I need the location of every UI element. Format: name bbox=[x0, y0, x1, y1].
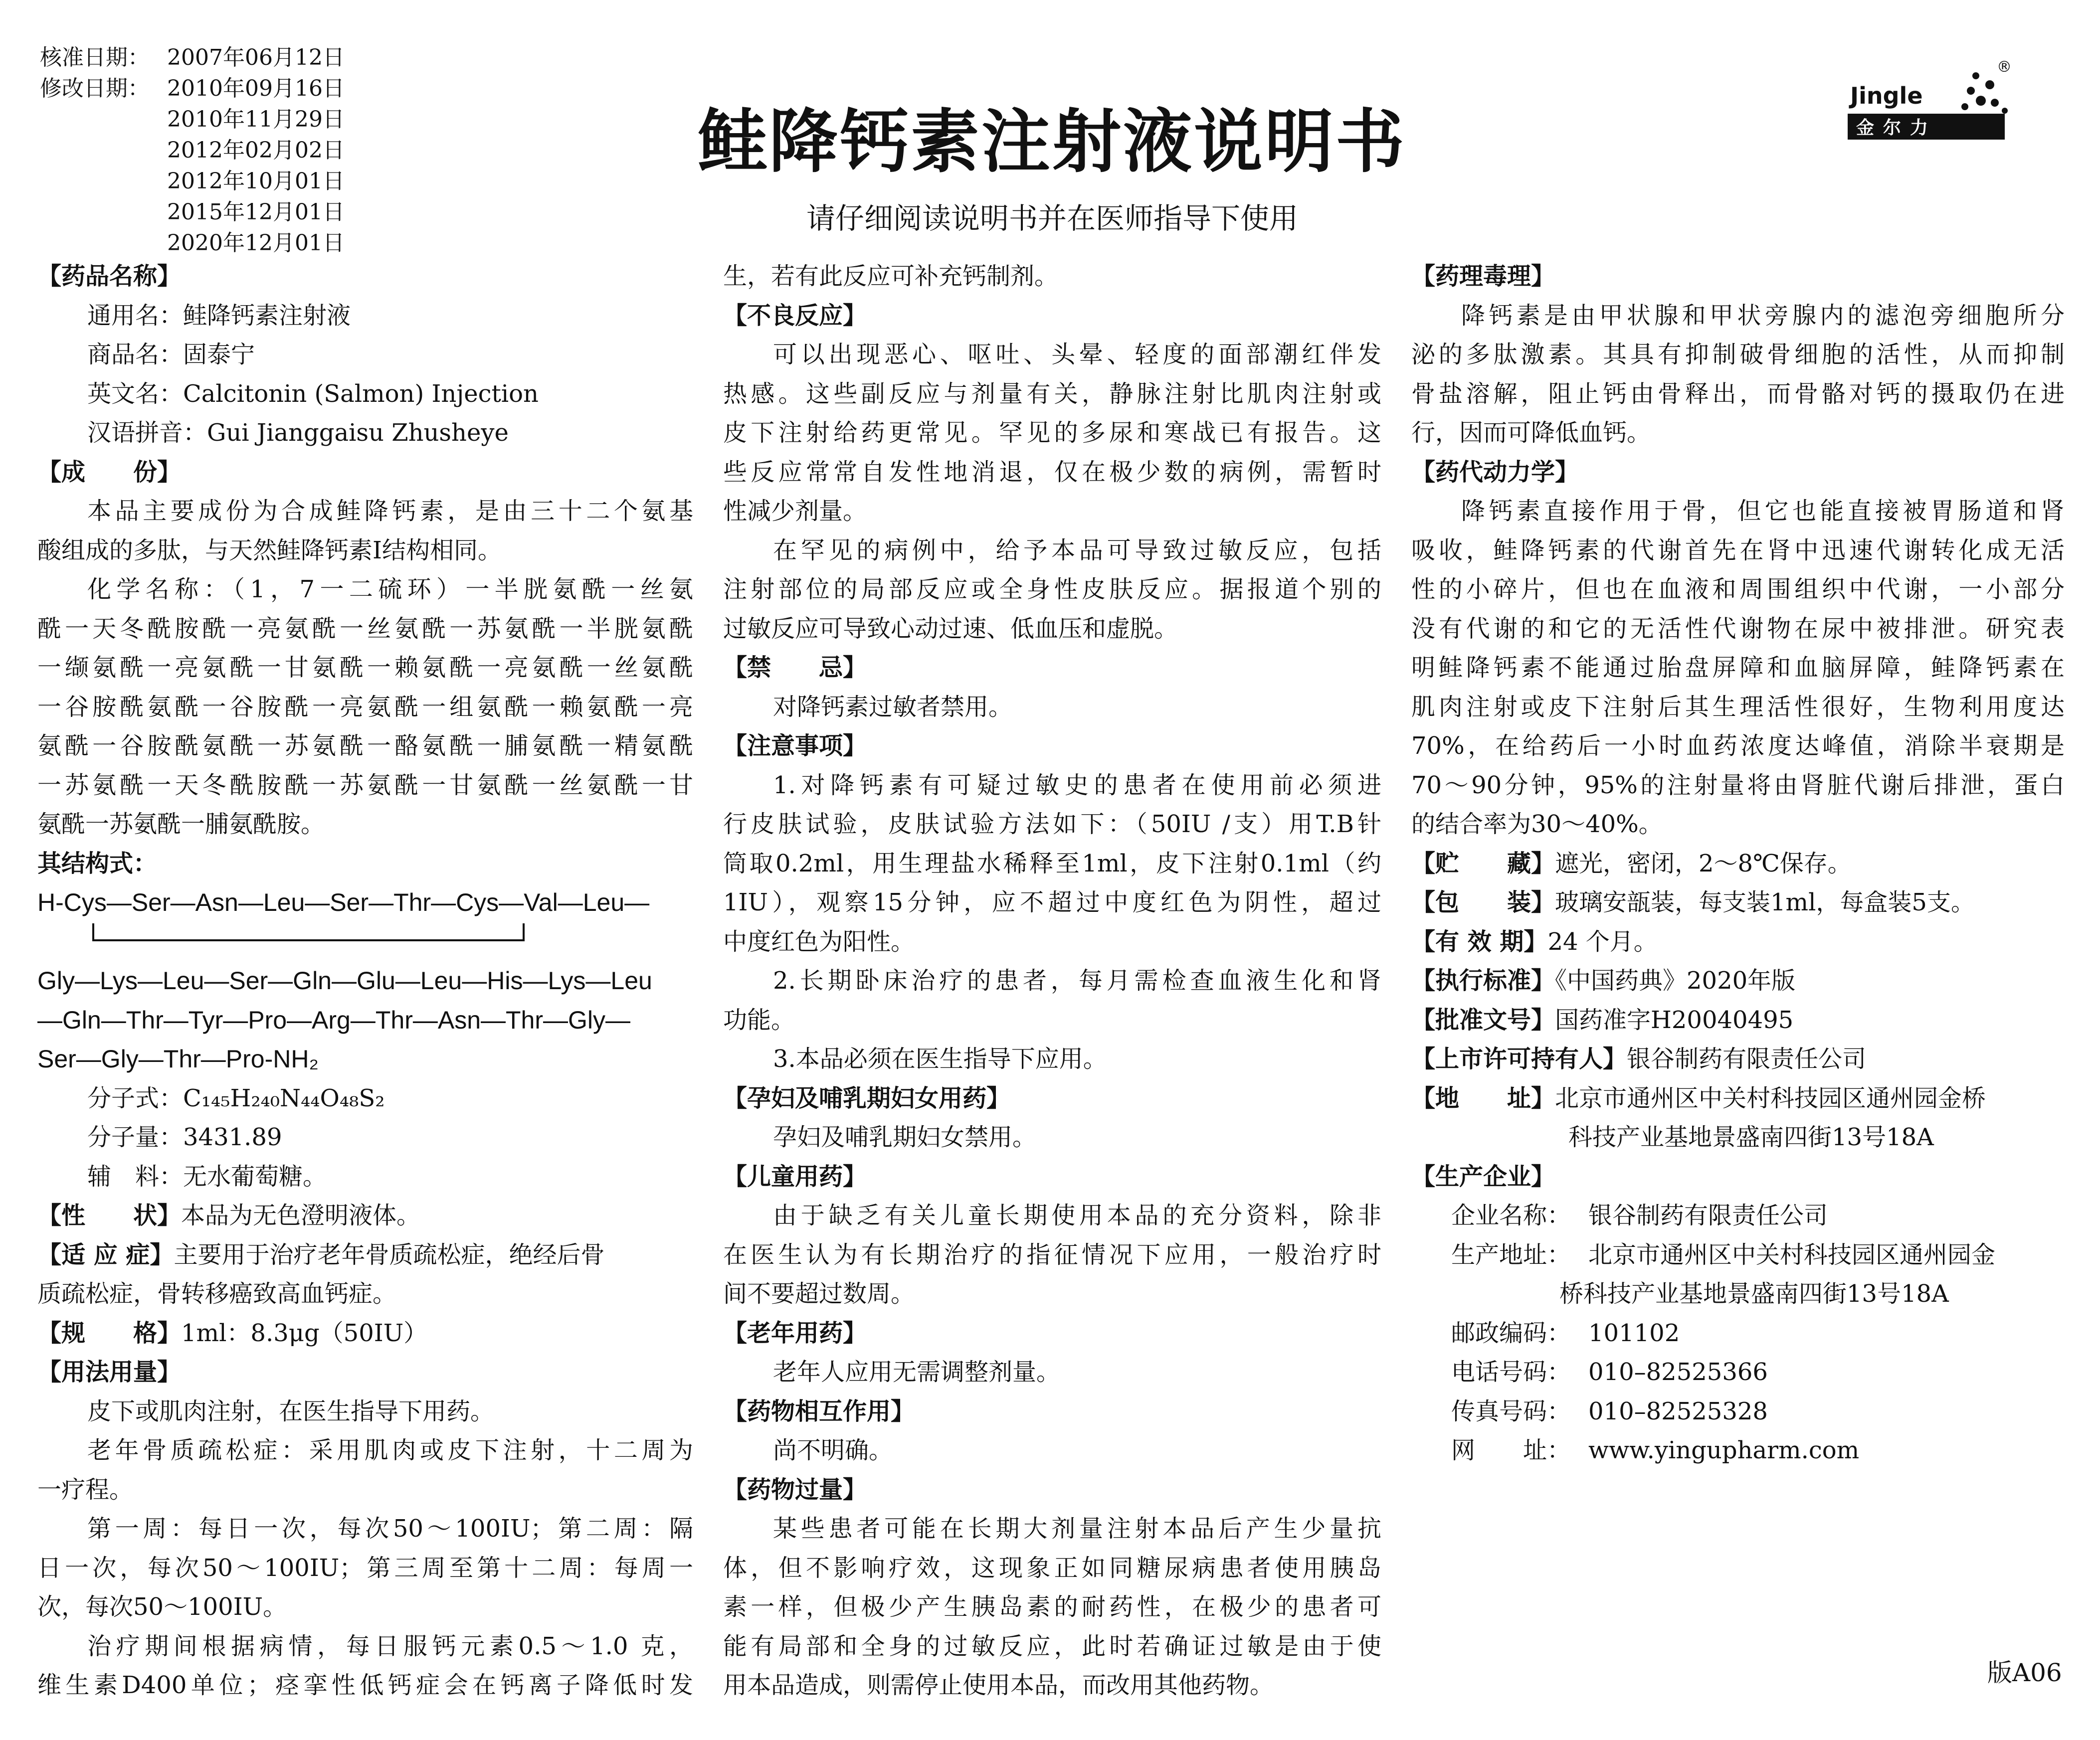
elderly-text: 老年人应用无需调整剂量。 bbox=[773, 1358, 1061, 1386]
precaution-line: 1.对降钙素有可疑过敏史的患者在使用前必须进 bbox=[773, 771, 1381, 799]
postcode-value: 101102 bbox=[1588, 1319, 1680, 1347]
structure-line: Ser—Gly—Thr—Pro-NH₂ bbox=[37, 1045, 319, 1073]
child-header: 【儿童用药】 bbox=[723, 1162, 867, 1191]
usage-line: 维生素D400单位；痉挛性低钙症会在钙离子降低时发 bbox=[37, 1671, 693, 1699]
precaution-header: 【注意事项】 bbox=[723, 732, 867, 760]
indication-header: 【适 应 症】 bbox=[37, 1240, 174, 1269]
molecular-weight: 分子量：3431.89 bbox=[87, 1123, 282, 1151]
maker-address-value: 北京市通州区中关村科技园区通州园金 bbox=[1588, 1240, 1996, 1269]
fax-label: 传真号码： bbox=[1451, 1397, 1571, 1425]
child-line: 由于缺乏有关儿童长期使用本品的充分资料，除非 bbox=[773, 1202, 1381, 1229]
pharmacokinetics-line: 明鲑降钙素不能通过胎盘屏障和血脑屏障，鲑降钙素在 bbox=[1411, 654, 2065, 682]
date-value: 2010年09月16日 bbox=[167, 76, 345, 101]
website-label: 网 址： bbox=[1451, 1436, 1571, 1464]
document-subtitle: 请仔细阅读说明书并在医师指导下使用 bbox=[806, 201, 1298, 235]
contraindication-header: 【禁 忌】 bbox=[723, 654, 867, 682]
property-row bbox=[37, 1196, 693, 1235]
adverse-line: 皮下注射给药更常见。罕见的多尿和寒战已有报告。这 bbox=[723, 419, 1381, 447]
address-header: 【地 址】 bbox=[1411, 1084, 1555, 1112]
composition-line: 化学名称：（1，7一二硫环）一半胱氨酰一丝氨 bbox=[87, 575, 693, 603]
holder-row bbox=[1411, 1040, 2065, 1079]
jingle-logo bbox=[1845, 55, 2015, 145]
property-header: 【性 状】 bbox=[37, 1202, 182, 1229]
revision-date-row bbox=[40, 197, 345, 228]
pharmacokinetics-line: 70～90分钟，95%的注射量将由肾脏代谢后排泄，蛋白 bbox=[1411, 771, 2065, 799]
trade-name: 商品名：固泰宁 bbox=[87, 341, 255, 368]
composition-line: 氨酰一苏氨酰一脯氨酰胺。 bbox=[37, 810, 325, 838]
child-line: 在医生认为有长期治疗的指征情况下应用，一般治疗时 bbox=[723, 1240, 1381, 1269]
usage-line: 日一次，每次50～100IU；第三周至第十二周：每周一 bbox=[37, 1554, 693, 1582]
structure-line: Gly—Lys—Leu—Ser—Gln—Glu—Leu—His—Lys—Leu bbox=[37, 967, 652, 995]
pharmacokinetics-line: 没有代谢的和它的无活性代谢物在尿中被排泄。研究表 bbox=[1411, 614, 2065, 643]
spec-row bbox=[37, 1314, 693, 1353]
precaution-line: 1IU），观察15分钟，应不超过中度红色为阴性，超过 bbox=[723, 888, 1381, 916]
composition-line: 一谷胺酰氨酰一谷胺酰一亮氨酰一组氨酰一赖氨酰一亮 bbox=[37, 693, 693, 721]
usage-header: 【用法用量】 bbox=[37, 1358, 182, 1386]
spec-text: 1ml：8.3μg（50IU） bbox=[181, 1319, 428, 1347]
adverse-line: 过敏反应可导致心动过速、低血压和虚脱。 bbox=[723, 614, 1178, 643]
composition-line: 一苏氨酰一天冬酰胺酰一苏氨酰一甘氨酰一丝氨酰一甘 bbox=[37, 771, 693, 799]
english-name: 英文名：Calcitonin (Salmon) Injection bbox=[87, 379, 539, 408]
pharmacokinetics-header: 【药代动力学】 bbox=[1411, 458, 1579, 486]
column-3 bbox=[1411, 257, 2065, 1470]
revision-date-row bbox=[40, 166, 345, 197]
indication-line: 质疏松症，骨转移癌致高血钙症。 bbox=[37, 1280, 397, 1308]
interaction-header: 【药物相互作用】 bbox=[723, 1397, 915, 1425]
standard-text: 《中国药典》2020年版 bbox=[1555, 967, 1796, 995]
date-block bbox=[40, 42, 345, 259]
precaution-line: 中度红色为阳性。 bbox=[723, 927, 915, 956]
usage-line: 治疗期间根据病情，每日服钙元素0.5～1.0 克， bbox=[87, 1632, 693, 1660]
column-1 bbox=[37, 257, 693, 1705]
column-2 bbox=[723, 257, 1381, 1705]
usage-line: 次，每次50～100IU。 bbox=[37, 1593, 287, 1621]
document-title: 鲑降钙素注射液说明书 bbox=[698, 102, 1406, 182]
maker-name-label: 企业名称： bbox=[1451, 1202, 1571, 1229]
adverse-line: 可以出现恶心、呕吐、头晕、轻度的面部潮红伴发 bbox=[773, 341, 1381, 368]
maker-address-row bbox=[1411, 1235, 2065, 1275]
page-number: 版A06 bbox=[1987, 1658, 2062, 1687]
pharmacology-line: 行，因而可降低血钙。 bbox=[1411, 419, 1651, 447]
pharmacology-line: 泌的多肽激素。其具有抑制破骨细胞的活性，从而抑制 bbox=[1411, 341, 2065, 368]
usage-line: 一疗程。 bbox=[37, 1475, 134, 1504]
pinyin-name: 汉语拼音：Gui Jianggaisu Zhusheye bbox=[87, 419, 509, 447]
package-header: 【包 装】 bbox=[1411, 888, 1555, 916]
pharmacokinetics-line: 的结合率为30～40%。 bbox=[1411, 810, 1663, 838]
contraindication-text: 对降钙素过敏者禁用。 bbox=[773, 693, 1013, 721]
maker-name-row bbox=[1411, 1196, 2065, 1235]
indication-text: 主要用于治疗老年骨质疏松症，绝经后骨 bbox=[174, 1240, 605, 1269]
elderly-header: 【老年用药】 bbox=[723, 1319, 867, 1347]
interaction-text: 尚不明确。 bbox=[773, 1436, 893, 1464]
storage-row bbox=[1411, 844, 2065, 883]
usage-line: 皮下或肌肉注射，在医生指导下用药。 bbox=[87, 1397, 495, 1425]
adverse-line: 注射部位的局部反应或全身性皮肤反应。据报道个别的 bbox=[723, 575, 1381, 603]
phone-label: 电话号码： bbox=[1451, 1358, 1571, 1386]
date-label: 核准日期： bbox=[40, 45, 150, 70]
phone-value: 010–82525366 bbox=[1588, 1358, 1768, 1386]
validity-text: 24 个月。 bbox=[1547, 927, 1658, 956]
date-value: 2010年11月29日 bbox=[167, 107, 345, 132]
composition-line: 本品主要成份为合成鲑降钙素，是由三十二个氨基 bbox=[87, 497, 693, 525]
postcode-label: 邮政编码： bbox=[1451, 1319, 1571, 1347]
precaution-line: 功能。 bbox=[723, 1006, 795, 1034]
overdose-line: 素一样，但极少产生胰岛素的耐药性，在极少的患者可 bbox=[723, 1593, 1381, 1621]
date-value: 2012年02月02日 bbox=[167, 138, 345, 163]
storage-text: 遮光，密闭，2～8℃保存。 bbox=[1555, 849, 1852, 877]
pharmacology-header: 【药理毒理】 bbox=[1411, 262, 1555, 290]
excipient: 辅 料：无水葡萄糖。 bbox=[87, 1162, 327, 1191]
pharmacokinetics-line: 70%，在给药后一小时血药浓度达峰值，消除半衰期是 bbox=[1411, 732, 2065, 760]
manufacturer-header: 【生产企业】 bbox=[1411, 1162, 1555, 1191]
overdose-line: 体，但不影响疗效，这现象正如同糖尿病患者使用胰岛 bbox=[723, 1554, 1381, 1582]
adverse-line: 性减少剂量。 bbox=[723, 497, 867, 525]
adverse-header: 【不良反应】 bbox=[723, 301, 867, 330]
adverse-line: 在罕见的病例中，给予本品可导致过敏反应，包括 bbox=[773, 536, 1381, 564]
approval-text: 国药准字H20040495 bbox=[1555, 1006, 1794, 1034]
usage-continuation: 生，若有此反应可补充钙制剂。 bbox=[723, 262, 1059, 290]
validity-row bbox=[1411, 922, 2065, 962]
pharmacokinetics-line: 性的小碎片，但也在血液和周围组织中代谢，一小部分 bbox=[1411, 575, 2065, 603]
pregnancy-text: 孕妇及哺乳期妇女禁用。 bbox=[773, 1123, 1037, 1151]
date-label: 修改日期： bbox=[40, 76, 150, 101]
phone-row bbox=[1411, 1353, 2065, 1392]
date-value: 2007年06月12日 bbox=[167, 45, 345, 70]
logo-brand: Jingle bbox=[1850, 82, 1923, 109]
revision-date-row bbox=[40, 73, 345, 104]
revision-date-row bbox=[40, 104, 345, 135]
package-row bbox=[1411, 883, 2065, 922]
logo-dots-icon bbox=[1961, 72, 2008, 114]
approval-row bbox=[1411, 1001, 2065, 1040]
address-text: 北京市通州区中关村科技园区通州园金桥 bbox=[1555, 1084, 1986, 1112]
pharmacology-line: 降钙素是由甲状腺和甲状旁腺内的滤泡旁细胞所分 bbox=[1461, 301, 2065, 330]
standard-row bbox=[1411, 961, 2065, 1001]
date-value: 2012年10月01日 bbox=[167, 169, 345, 194]
package-text: 玻璃安瓿装，每支装1ml，每盒装5支。 bbox=[1555, 888, 1975, 916]
indication-row bbox=[37, 1235, 693, 1275]
website-row bbox=[1411, 1431, 2065, 1470]
precaution-line: 2.长期卧床治疗的患者，每月需检查血液生化和肾 bbox=[773, 967, 1381, 995]
composition-line: 酰一天冬酰胺酰一亮氨酰一丝氨酰一苏氨酰一半胱氨酰 bbox=[37, 614, 693, 643]
maker-address-line: 桥科技产业基地景盛南四街13号18A bbox=[1559, 1280, 1949, 1308]
address-line: 科技产业基地景盛南四街13号18A bbox=[1568, 1123, 1934, 1151]
address-row bbox=[1411, 1079, 2065, 1118]
composition-header: 【成 份】 bbox=[37, 458, 182, 486]
maker-address-label: 生产地址： bbox=[1451, 1240, 1571, 1269]
validity-header: 【有 效 期】 bbox=[1411, 927, 1548, 956]
revision-date-row bbox=[40, 228, 345, 259]
usage-line: 第一周：每日一次，每次50～100IU；第二周：隔 bbox=[87, 1515, 693, 1543]
precaution-line: 行皮肤试验，皮肤试验方法如下：（50IU /支）用T.B针 bbox=[723, 810, 1381, 838]
child-line: 间不要超过数周。 bbox=[723, 1280, 915, 1308]
adverse-line: 热感。这些副反应与剂量有关，静脉注射比肌肉注射或 bbox=[723, 379, 1381, 408]
pharmacology-line: 骨盐溶解，阻止钙由骨释出，而骨骼对钙的摄取仍在进 bbox=[1411, 379, 2065, 408]
overdose-line: 能有局部和全身的过敏反应，此时若确证过敏是由于使 bbox=[723, 1632, 1381, 1660]
overdose-line: 用本品造成，则需停止使用本品，而改用其他药物。 bbox=[723, 1671, 1274, 1699]
precaution-line: 筒取0.2ml，用生理盐水稀释至1ml，皮下注射0.1ml（约 bbox=[723, 849, 1381, 877]
overdose-line: 某些患者可能在长期大剂量注射本品后产生少量抗 bbox=[773, 1515, 1381, 1543]
structure-line: —Gln—Thr—Tyr—Pro—Arg—Thr—Asn—Thr—Gly— bbox=[37, 1006, 631, 1034]
pharmacokinetics-line: 吸收，鲑降钙素的代谢首先在肾中迅速代谢转化成无活 bbox=[1411, 536, 2065, 564]
composition-line: 氨酰一谷胺酰氨酰一苏氨酰一酪氨酰一脯氨酰一精氨酰 bbox=[37, 732, 693, 760]
generic-name: 通用名：鲑降钙素注射液 bbox=[87, 301, 351, 330]
precaution-line: 3.本品必须在医生指导下应用。 bbox=[773, 1045, 1107, 1073]
postcode-row bbox=[1411, 1314, 2065, 1353]
molecular-formula: 分子式：C₁₄₅H₂₄₀N₄₄O₄₈S₂ bbox=[87, 1084, 385, 1112]
pharmacokinetics-line: 降钙素直接作用于骨，但它也能直接被胃肠道和肾 bbox=[1461, 497, 2065, 525]
date-value: 2015年12月01日 bbox=[167, 199, 345, 225]
pregnancy-header: 【孕妇及哺乳期妇女用药】 bbox=[723, 1084, 1011, 1112]
revision-date-row bbox=[40, 135, 345, 166]
disulfide-bridge bbox=[37, 922, 693, 962]
storage-header: 【贮 藏】 bbox=[1411, 849, 1555, 877]
registered-mark: ® bbox=[1997, 58, 2012, 76]
standard-header: 【执行标准】 bbox=[1411, 967, 1555, 995]
spec-header: 【规 格】 bbox=[37, 1319, 182, 1347]
adverse-line: 些反应常常自发性地消退，仅在极少数的病例，需暂时 bbox=[723, 458, 1381, 486]
website-value: www.yingupharm.com bbox=[1588, 1436, 1860, 1464]
fax-row bbox=[1411, 1392, 2065, 1431]
date-value: 2020年12月01日 bbox=[167, 230, 345, 256]
pharmacokinetics-line: 肌肉注射或皮下注射后其生理活性很好，生物利用度达 bbox=[1411, 693, 2065, 721]
drug-name-header: 【药品名称】 bbox=[37, 262, 182, 290]
approval-header: 【批准文号】 bbox=[1411, 1006, 1555, 1034]
maker-name-value: 银谷制药有限责任公司 bbox=[1588, 1202, 1828, 1229]
disulfide-bridge-icon bbox=[37, 922, 693, 961]
composition-line: 酸组成的多肽，与天然鲑降钙素Ⅰ结构相同。 bbox=[37, 536, 502, 564]
logo-chinese: 金尔力 bbox=[1856, 118, 1937, 138]
overdose-header: 【药物过量】 bbox=[723, 1475, 867, 1504]
structure-label: 其结构式： bbox=[37, 849, 158, 877]
property-text: 本品为无色澄明液体。 bbox=[181, 1202, 421, 1229]
composition-line: 一缬氨酰一亮氨酰一甘氨酰一赖氨酰一亮氨酰一丝氨酰 bbox=[37, 654, 693, 682]
usage-line: 老年骨质疏松症：采用肌肉或皮下注射，十二周为 bbox=[87, 1436, 693, 1464]
holder-header: 【上市许可持有人】 bbox=[1411, 1045, 1627, 1073]
approval-date-row bbox=[40, 42, 345, 73]
fax-value: 010–82525328 bbox=[1588, 1397, 1768, 1425]
structure-line: H-Cys—Ser—Asn—Leu—Ser—Thr—Cys—Val—Leu— bbox=[37, 888, 650, 916]
holder-text: 银谷制药有限责任公司 bbox=[1627, 1045, 1867, 1073]
